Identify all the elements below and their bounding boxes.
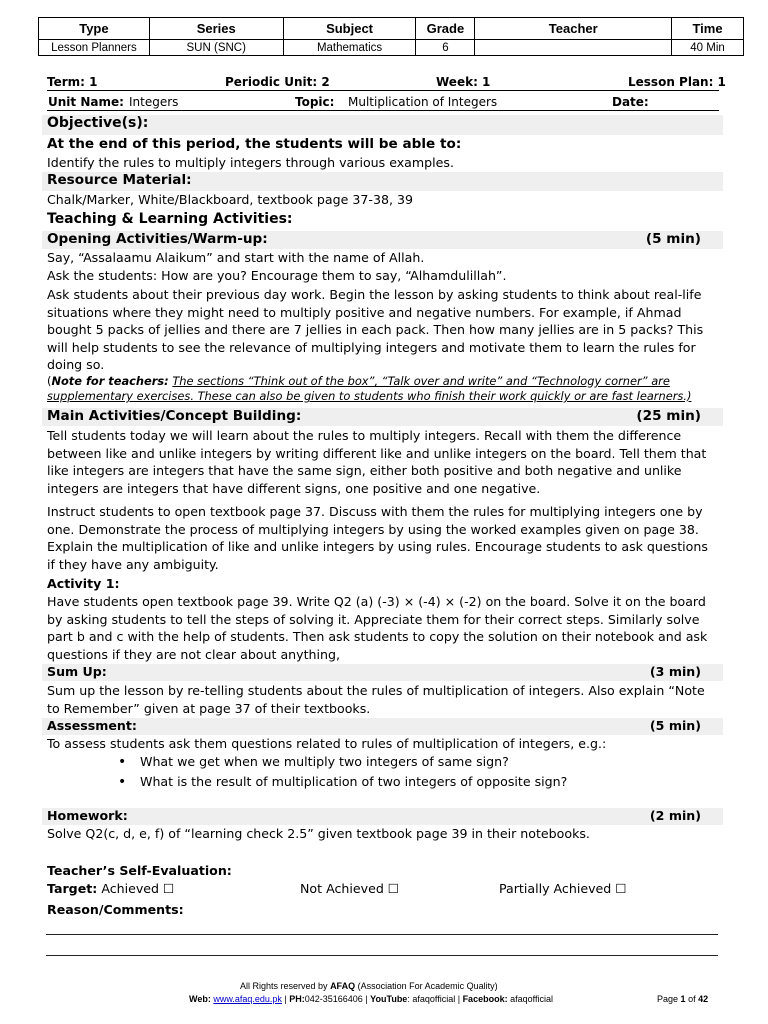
not-achieved-option[interactable]: Not Achieved ☐ [300,881,400,896]
facebook-label: Facebook: [462,994,508,1004]
unit-name-label: Unit Name: [48,95,124,109]
rights-prefix: All Rights reserved by [240,981,328,991]
rights-org: AFAQ [330,981,356,991]
main-bar [42,408,723,426]
page-total: 42 [698,994,709,1004]
reason-comments-label: Reason/Comments: [47,902,184,917]
rights-suffix: (Association For Academic Quality) [357,981,498,991]
assessment-heading: Assessment: [47,718,137,733]
lesson-plan-label: Lesson Plan: 1 [628,75,726,89]
meta-value-row [39,40,744,56]
self-eval-heading: Teacher’s Self-Evaluation: [47,863,232,878]
page-of: of [688,994,696,1004]
opening-p2: Ask the students: How are you? Encourage them to say, “Alhamdulillah”. [47,268,507,283]
opening-time: (5 min) [645,231,701,247]
assessment-questions [118,752,567,792]
opening-heading: Opening Activities/Warm-up: [47,231,268,247]
unit-name-value: Integers [129,95,179,109]
periodic-unit-label: Periodic Unit: 2 [225,75,330,89]
footer-contacts: Web: www.afaq.edu.pk | PH:042-35166406 | YouTube: afaqofficial | Facebook: afaqofficial [189,994,553,1004]
activity-heading: Activity 1: [47,576,120,591]
meta-header-grade: Grade [416,18,475,40]
activity-text: Have students open textbook page 39. Write Q2 (a) (-3) × (-4) × (-2) on the board. Solve it on the board by asking students to tell the steps of solving it. Appreciate them for their correct steps. Similarly solve part b and c with the help of students. Then ask students to copy the solution on their notebook and ask questions if they are not clear about anything, [47,594,708,662]
resource-text: Chalk/Marker, White/Blackboard, textbook page 37-38, 39 [47,192,414,207]
teacher-note-label: Note for teachers: [51,374,169,388]
teacher-note: (Note for teachers: The sections “Think out of the box”, “Talk over and write” and “Technology corner” are supplementary exercises. These can also be given to students who finish their work quickly or are fast learners.) [47,374,692,403]
lesson-meta-table [38,17,744,56]
unit-divider [47,110,719,111]
assessment-question: • What is the result of multiplication of two integers of opposite sign? [118,772,567,792]
sumup-text: Sum up the lesson by re-telling students about the rules of multiplication of integers. Also explain “Note to Remember” given at page 37 of their textbooks. [47,683,705,716]
achieved-option[interactable]: Achieved ☐ [101,881,175,896]
comment-line [46,934,718,935]
meta-header-subject: Subject [283,18,416,40]
sumup-heading: Sum Up: [47,664,107,679]
assessment-time: (5 min) [649,718,701,733]
meta-header-row [39,18,744,40]
tla-heading: Teaching & Learning Activities: [47,211,293,227]
meta-value-type: Lesson Planners [39,40,150,56]
main-p1: Tell students today we will learn about the rules to multiply integers. Recall with them the difference between like and unlike integers by writing different like and unlike integers on the board. Tell them that like integers are integers that have the same sign, either both positive and both negative and unlike integers are integers that have different signs, one positive and one negative. [47,428,707,496]
resource-heading: Resource Material: [47,172,192,188]
comment-line [46,955,718,956]
meta-header-series: Series [149,18,283,40]
youtube-handle: afaqofficial [412,994,456,1004]
main-p2: Instruct students to open textbook page 37. Discuss with them the rules for multiplying integers one by one. Demonstrate the process of multiplying integers by using the worked examples given on page 38. Explain the multiplication of like and unlike integers by using rules. Encourage students to ask questions if they have any ambiguity. [47,504,708,572]
sumup-time: (3 min) [649,664,701,679]
target-row [47,881,174,896]
facebook-handle: afaqofficial [510,994,553,1004]
homework-bar [42,808,723,825]
phone-number: 042-35166406 [304,994,363,1004]
week-label: Week: 1 [436,75,491,89]
term-label: Term: 1 [47,75,98,89]
meta-value-grade: 6 [416,40,475,56]
meta-header-time: Time [672,18,744,40]
opening-bar [42,231,723,249]
main-heading: Main Activities/Concept Building: [47,408,302,424]
youtube-label: YouTube [370,994,408,1004]
info-divider [47,90,719,91]
web-label: Web: [189,994,211,1004]
sumup-bar [42,664,723,681]
meta-value-time: 40 Min [672,40,744,56]
objectives-bar [42,115,723,135]
homework-time: (2 min) [649,808,701,823]
footer-rights [240,981,498,991]
opening-p3: Ask students about their previous day work. Begin the lesson by asking students to think about real-life situations where they might need to multiply positive and negative numbers. For example, if Ahmad bought 5 packs of jellies and there are 7 jellies in each pack. Then how many jellies are in 5 packs? This will help students to see the relevance of multiplying integers and motivate them to learn the rules for doing so. [47,287,704,373]
meta-value-teacher [475,40,672,56]
date-label: Date: [612,95,649,109]
objectives-text: Identify the rules to multiply integers through various examples. [47,155,454,170]
phone-label: PH: [289,994,305,1004]
homework-heading: Homework: [47,808,128,823]
resource-bar [42,172,723,191]
topic-label: Topic: [295,95,335,109]
meta-header-teacher: Teacher [475,18,672,40]
homework-text: Solve Q2(c, d, e, f) of “learning check 2.5” given textbook page 39 in their notebooks. [47,826,590,841]
objectives-intro: At the end of this period, the students will be able to: [47,136,462,152]
main-time: (25 min) [636,408,701,424]
meta-value-subject: Mathematics [283,40,416,56]
meta-header-type: Type [39,18,150,40]
assessment-question: • What we get when we multiply two integers of same sign? [118,752,567,772]
opening-p1: Say, “Assalaamu Alaikum” and start with the name of Allah. [47,250,425,265]
assessment-bar [42,718,723,735]
assessment-text: To assess students ask them questions related to rules of multiplication of integers, e.g.: [47,736,607,751]
page-label: Page [657,994,679,1004]
page-current: 1 [680,994,686,1004]
partially-achieved-option[interactable]: Partially Achieved ☐ [499,881,627,896]
website-link[interactable]: www.afaq.edu.pk [213,994,282,1004]
teacher-note-text: The sections “Think out of the box”, “Talk over and write” and “Technology corner” are supplementary exercises. These can also be given to students who finish their work quickly or are fast learners.) [47,374,692,403]
page-number [657,994,708,1004]
objectives-heading: Objective(s): [47,115,149,131]
topic-value: Multiplication of Integers [348,95,498,109]
target-label: Target: [47,881,98,896]
meta-value-series: SUN (SNC) [149,40,283,56]
